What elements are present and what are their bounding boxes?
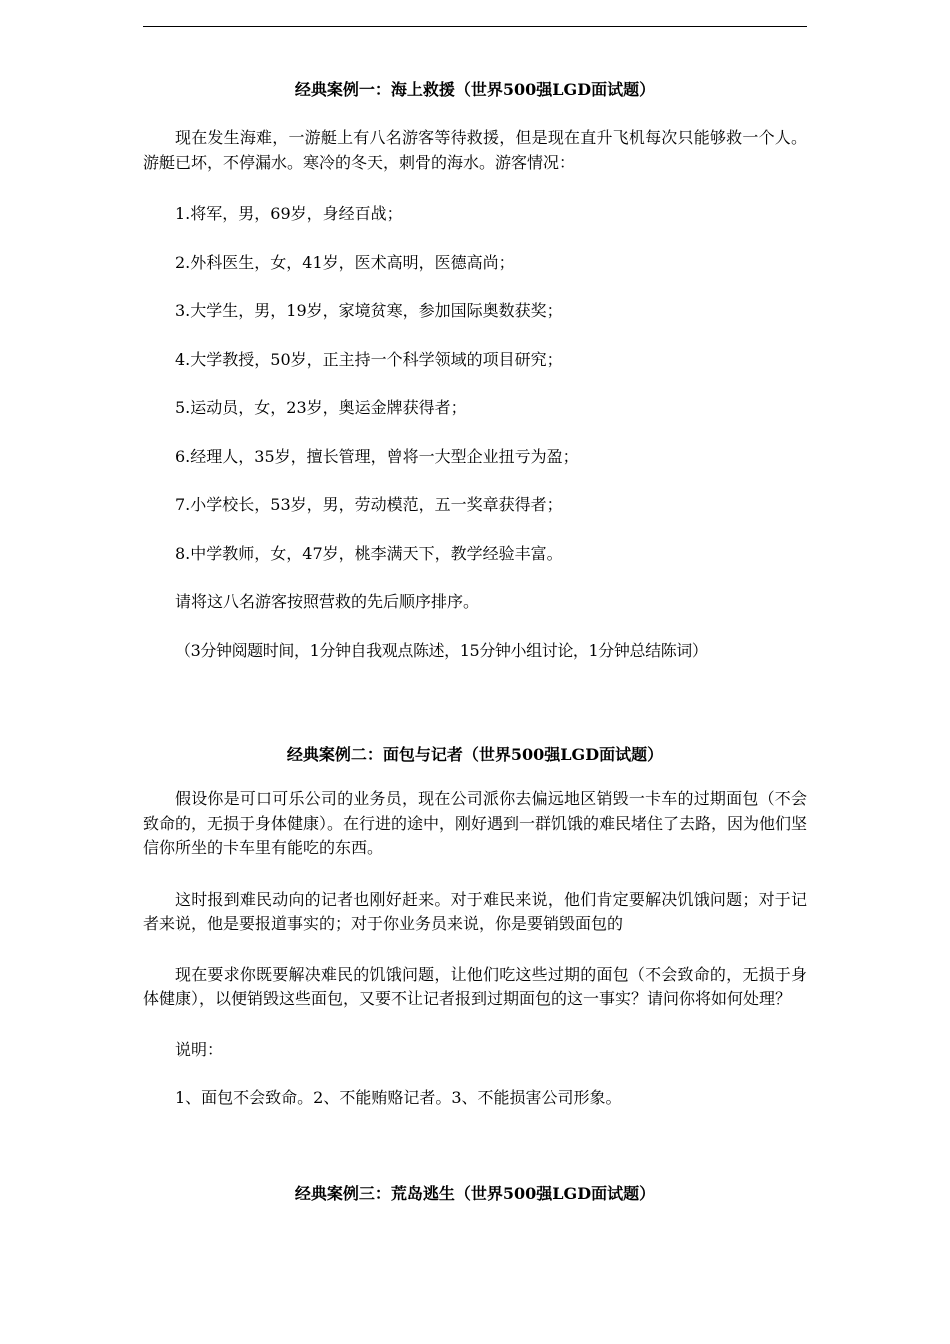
case2-paragraph-2: 这时报到难民动向的记者也刚好赶来。对于难民来说，他们肯定要解决饥饿问题；对于记者来说，他是要报道事实的；对于你业务员来说，你是要销毁面包的 bbox=[143, 889, 807, 933]
case2-rules: 1、面包不会致命。2、不能贿赂记者。3、不能损害公司形象。 bbox=[175, 1088, 622, 1107]
case1-item: 8.中学教师，女，47岁，桃李满天下，教学经验丰富。 bbox=[175, 543, 563, 563]
case1-item: 7.小学校长，53岁，男，劳动模范，五一奖章获得者； bbox=[175, 495, 563, 514]
case3-title: 经典案例三：荒岛逃生（世界500强LGD面试题） bbox=[294, 1183, 656, 1203]
case2-title: 经典案例二：面包与记者（世界500强LGD面试题） bbox=[286, 745, 664, 764]
case1-intro: 现在发生海难，一游艇上有八名游客等待救援，但是现在直升飞机每次只能够救一个人。游艇已坏，不停漏水。寒冷的冬天，刺骨的海水。游客情况： bbox=[143, 128, 807, 172]
case1-item: 5.运动员，女，23岁，奥运金牌获得者； bbox=[175, 398, 467, 417]
case1-item: 6.经理人，35岁，擅长管理，曾将一大型企业扭亏为盈； bbox=[175, 446, 579, 466]
case1-item: 1.将军，男，69岁，身经百战； bbox=[175, 204, 403, 223]
case1-timing: （3分钟阅题时间，1分钟自我观点陈述，15分钟小组讨论，1分钟总结陈词） bbox=[175, 640, 708, 660]
case1-item: 2.外科医生，女，41岁，医术高明，医德高尚； bbox=[175, 252, 515, 272]
case1-item: 4.大学教授，50岁，正主持一个科学领域的项目研究； bbox=[175, 349, 563, 369]
document-content bbox=[143, 78, 807, 1206]
case1-item: 3.大学生，男，19岁，家境贫寒，参加国际奥数获奖； bbox=[175, 301, 563, 320]
header-rule bbox=[143, 26, 807, 27]
case2-paragraph-3: 现在要求你既要解决难民的饥饿问题，让他们吃这些过期的面包（不会致命的，无损于身体健康），以便销毁这些面包，又要不让记者报到过期面包的这一事实？请问你将如何处理？ bbox=[143, 964, 807, 1008]
case1-task: 请将这八名游客按照营救的先后顺序排序。 bbox=[175, 592, 480, 611]
case1-title: 经典案例一：海上救援（世界500强LGD面试题） bbox=[294, 80, 656, 99]
case2-note-label: 说明： bbox=[175, 1039, 224, 1059]
case2-paragraph-1: 假设你是可口可乐公司的业务员，现在公司派你去偏远地区销毁一卡车的过期面包（不会致命的，无损于身体健康）。在行进的途中，刚好遇到一群饥饿的难民堵住了去路，因为他们坚信你所坐的卡车里有能吃的东西。 bbox=[143, 789, 808, 857]
